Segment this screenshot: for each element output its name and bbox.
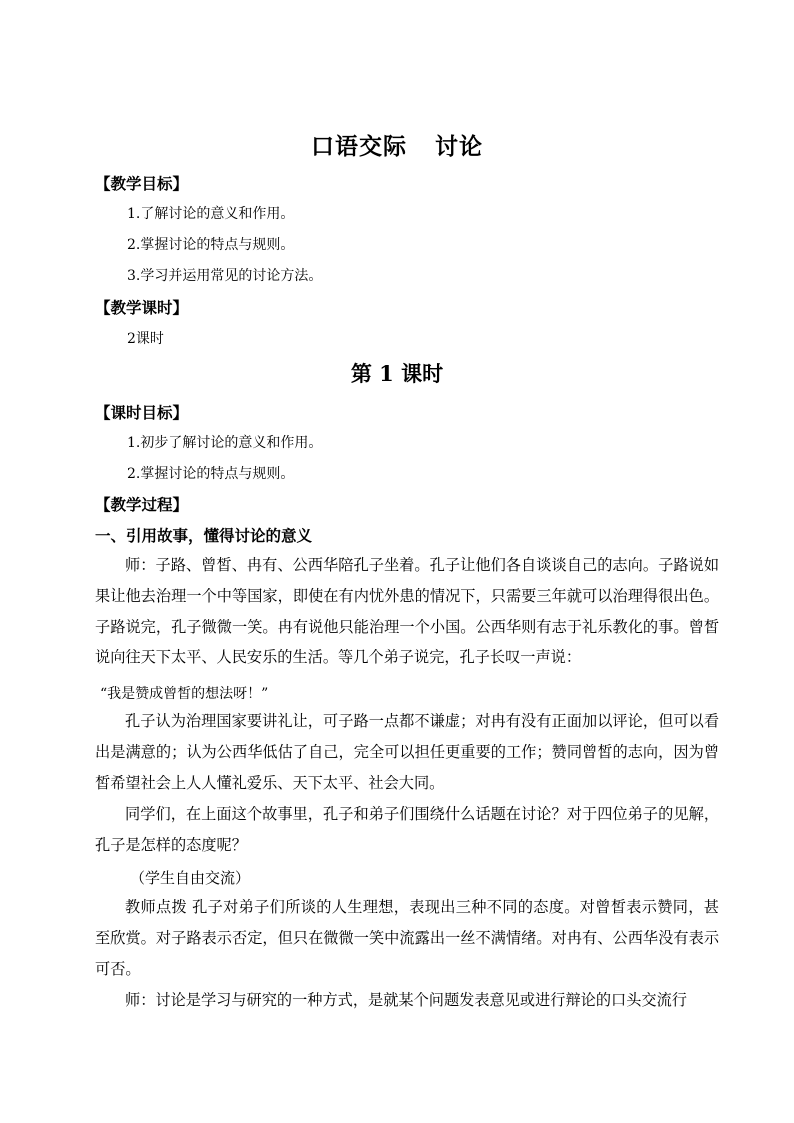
page-title bbox=[0, 128, 794, 161]
title-part-2: 讨论 bbox=[435, 133, 483, 160]
paragraph-analysis: 孔子认为治理国家要讲礼让，可子路一点都不谦虚；对冉有没有正面加以评论，但可以看出是满意的；认为公西华低估了自己，完全可以担任更重要的工作；赞同曾皙的志向，因为曾皙希望社会上人人懂礼爱乐、天下太平、社会大同。 bbox=[95, 712, 719, 792]
goal-item-2: 2.掌握讨论的特点与规则。 bbox=[127, 237, 295, 253]
lesson-goal-item-1: 1.初步了解讨论的意义和作用。 bbox=[127, 435, 323, 451]
process-header: 【教学过程】 bbox=[95, 495, 189, 514]
paragraph-teacher-guidance: 教师点拨 孔子对弟子们所谈的人生理想，表现出三种不同的态度。对曾皙表示赞同，甚至欣赏。对子路表示否定，但只在微微一笑中流露出一丝不满情绪。对冉有、公西华没有表示可否。 bbox=[95, 898, 719, 978]
hours-header: 【教学课时】 bbox=[95, 298, 189, 317]
paragraph-definition: 师：讨论是学习与研究的一种方式，是就某个问题发表意见或进行辩论的口头交流行 bbox=[125, 991, 687, 1009]
paragraph-question: 同学们，在上面这个故事里，孔子和弟子们围绕什么话题在讨论？对于四位弟子的见解，孔子是怎样的态度呢？ bbox=[95, 805, 719, 854]
goals-header: 【教学目标】 bbox=[95, 174, 189, 193]
section-heading-1: 一、引用故事，懂得讨论的意义 bbox=[95, 526, 313, 545]
lesson-goal-item-2: 2.掌握讨论的特点与规则。 bbox=[127, 466, 295, 482]
hours-value: 2课时 bbox=[127, 331, 164, 347]
paragraph-story: 师：子路、曾皙、冉有、公西华陪孔子坐着。孔子让他们各自谈谈自己的志向。子路说如果让他去治理一个中等国家，即使在有内忧外患的情况下，只需要三年就可以治理得很出色。子路说完，孔子微微一笑。冉有说他只能治理一个小国。公西华则有志于礼乐教化的事。曾皙说向往天下太平、人民安乐的生活。等几个弟子说完，孔子长叹一声说： bbox=[95, 556, 719, 667]
title-part-1: 口语交际 bbox=[311, 133, 407, 160]
goal-item-3: 3.学习并运用常见的讨论方法。 bbox=[127, 268, 323, 284]
student-activity-note: （学生自由交流） bbox=[130, 869, 251, 887]
confucius-quote: “我是赞成曾皙的想法呀！” bbox=[100, 686, 269, 702]
goal-item-1: 1.了解讨论的意义和作用。 bbox=[127, 206, 295, 222]
lesson-title: 第 1 课时 bbox=[350, 361, 444, 386]
lesson-goals-header: 【课时目标】 bbox=[95, 403, 189, 422]
